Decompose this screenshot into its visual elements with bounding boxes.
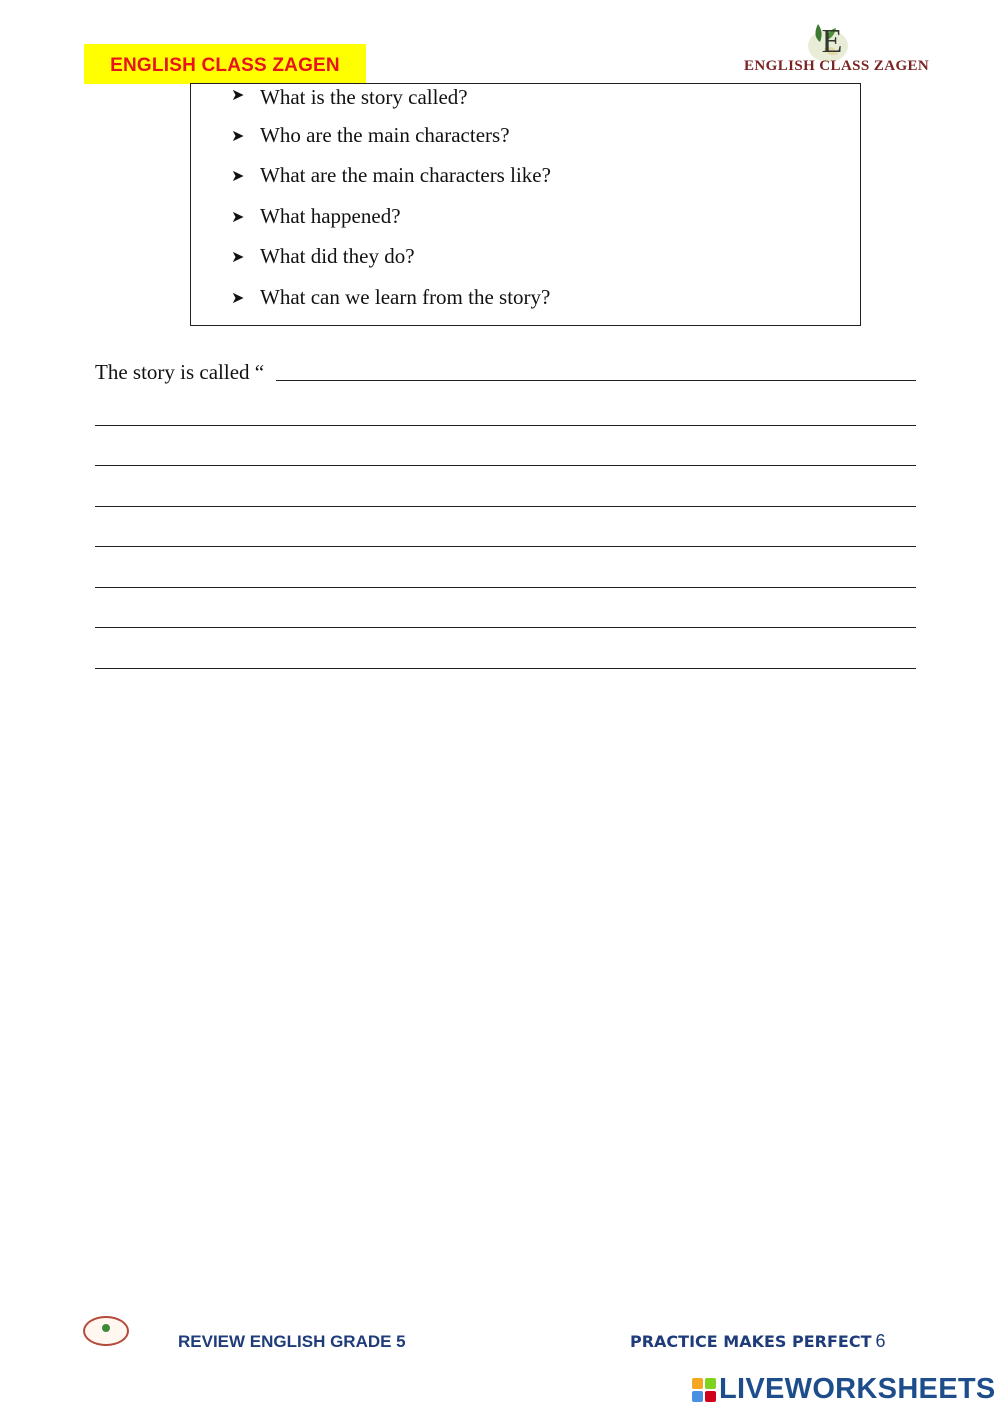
footer-left-text: REVIEW ENGLISH GRADE 5	[178, 1332, 406, 1351]
question-text: What are the main characters like?	[260, 163, 551, 188]
liveworksheets-icon-square	[692, 1391, 703, 1402]
question-item	[231, 277, 551, 318]
liveworksheets-brand[interactable]	[692, 1373, 996, 1406]
answer-lines	[95, 385, 916, 669]
liveworksheets-icon-square	[705, 1378, 716, 1389]
question-text: What can we learn from the story?	[260, 284, 551, 309]
bullet-arrow-icon: ➤	[231, 247, 245, 267]
logo-text: ENGLISH CLASS ZAGEN	[744, 58, 930, 74]
story-title-line	[95, 355, 916, 385]
bullet-arrow-icon: ➤	[231, 125, 245, 145]
header-badge-text: ENGLISH CLASS ZAGEN	[110, 55, 340, 76]
question-text: What is the story called?	[260, 85, 468, 109]
footer-logo-icon	[83, 1316, 129, 1346]
bullet-arrow-icon: ➤	[231, 287, 245, 307]
bullet-arrow-icon: ➤	[231, 166, 245, 186]
question-item	[231, 156, 551, 197]
question-item	[231, 196, 551, 237]
answer-line[interactable]	[95, 385, 916, 426]
question-item	[231, 237, 551, 278]
english-class-zagen-logo	[740, 18, 930, 80]
footer-right	[630, 1331, 886, 1352]
answer-line[interactable]	[95, 628, 916, 669]
question-list	[231, 84, 551, 318]
header-badge	[84, 44, 366, 84]
story-title-prompt: The story is called “	[95, 360, 265, 384]
footer-right-text: PRACTICE MAKES PERFECT	[630, 1332, 872, 1351]
answer-line[interactable]	[95, 547, 916, 588]
story-title-answer-line[interactable]	[276, 380, 916, 381]
answer-line[interactable]	[95, 466, 916, 507]
svg-text:E: E	[821, 23, 843, 60]
question-item	[231, 84, 551, 115]
liveworksheets-icon-square	[705, 1391, 716, 1402]
question-text: What did they do?	[260, 244, 415, 269]
answer-line[interactable]	[95, 507, 916, 548]
liveworksheets-text: LIVEWORKSHEETS	[719, 1373, 996, 1405]
writing-area	[95, 355, 916, 669]
question-item	[231, 115, 551, 156]
page-number: 6	[875, 1331, 886, 1351]
answer-line[interactable]	[95, 426, 916, 467]
liveworksheets-icon-square	[692, 1378, 703, 1389]
answer-line[interactable]	[95, 588, 916, 629]
bullet-arrow-icon: ➤	[231, 85, 245, 104]
question-text: What happened?	[260, 203, 401, 228]
bullet-arrow-icon: ➤	[231, 206, 245, 226]
liveworksheets-icon	[692, 1378, 716, 1402]
question-text: Who are the main characters?	[260, 122, 510, 147]
questions-box	[190, 83, 861, 326]
